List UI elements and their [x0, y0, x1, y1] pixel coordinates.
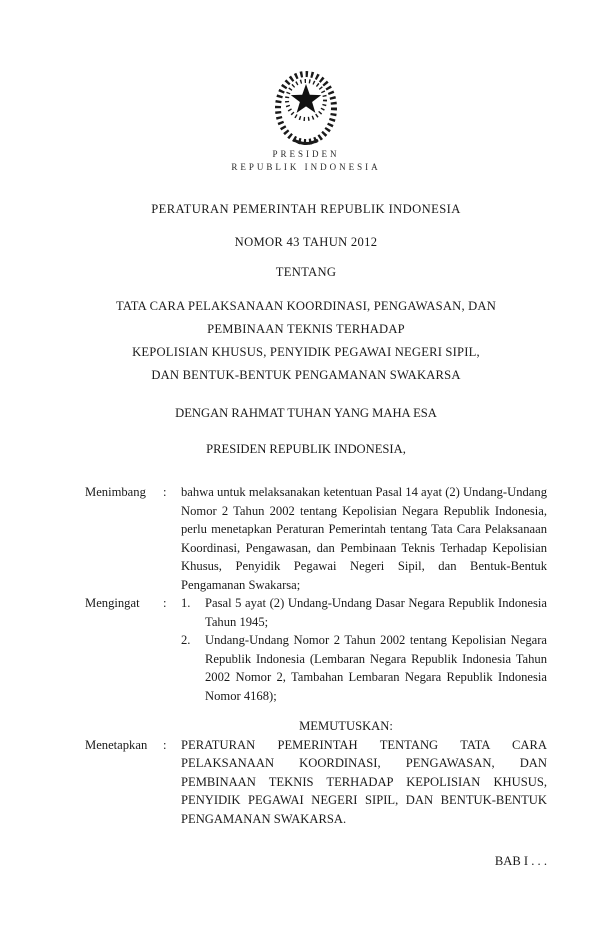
item-text: Undang-Undang Nomor 2 Tahun 2002 tentang Kepolisian Negara Republik Indonesia (Lembaran Negara Republik Indonesia Tahun 2002 Nomor 2, Tambahan Lembaran Negara Republik Indonesia Nomor 4168);	[205, 633, 547, 703]
mengingat-row	[85, 594, 547, 705]
menetapkan-text: PERATURAN PEMERINTAH TENTANG TATA CARA PELAKSANAAN KOORDINASI, PENGAWASAN, DAN PEMBINAAN TEKNIS TERHADAP KEPOLISIAN KHUSUS, PENYIDIK PEGAWAI NEGERI SIPIL, DAN BENTUK-BENTUK PENGAMANAN SWAKARSA.	[181, 737, 547, 826]
menetapkan-label: Menetapkan	[85, 737, 148, 752]
mengingat-item	[181, 594, 547, 631]
doc-subject-line: KEPOLISIAN KHUSUS, PENYIDIK PEGAWAI NEGERI SIPIL,	[132, 345, 480, 359]
item-text: Pasal 5 ayat (2) Undang-Undang Dasar Negara Republik Indonesia Tahun 1945;	[205, 596, 547, 629]
presidential-seal-emblem	[266, 62, 346, 146]
memutuskan-heading: MEMUTUSKAN:	[299, 719, 393, 733]
menimbang-text: bahwa untuk melaksanakan ketentuan Pasal 14 ayat (2) Undang-Undang Nomor 2 Tahun 2002 tentang Kepolisian Negara Republik Indonesia, perlu menetapkan Peraturan Pemerintah tentang Tata Cara Pelaksanaan Koordinasi, Pengawasan, dan Pembinaan Teknis Terhadap Kepolisian Khusus, Penyidik Pegawai Negeri Sipil, dan Bentuk-Bentuk Pengamanan Swakarsa;	[181, 485, 547, 592]
org-name-line1: PRESIDEN	[272, 149, 340, 159]
mengingat-label: Mengingat	[85, 596, 140, 610]
authority-line: PRESIDEN REPUBLIK INDONESIA,	[206, 442, 406, 456]
mengingat-item	[181, 631, 547, 705]
grace-line: DENGAN RAHMAT TUHAN YANG MAHA ESA	[175, 406, 437, 420]
org-name-line2: REPUBLIK INDONESIA	[231, 162, 381, 172]
menimbang-row	[85, 483, 547, 594]
doc-subject-line: TATA CARA PELAKSANAAN KOORDINASI, PENGAWASAN, DAN	[115, 299, 497, 313]
colon-separator: :	[163, 737, 167, 752]
doc-type-title: PERATURAN PEMERINTAH REPUBLIK INDONESIA	[151, 202, 461, 216]
mengingat-list	[181, 594, 547, 705]
tentang-label: TENTANG	[275, 265, 337, 279]
doc-subject	[0, 295, 612, 387]
item-number: 2.	[181, 633, 191, 647]
item-number: 1.	[181, 596, 191, 610]
document-body	[85, 483, 547, 828]
doc-subject-line: PEMBINAAN TEKNIS TERHADAP	[207, 322, 405, 336]
doc-subject-line: DAN BENTUK-BENTUK PENGAMANAN SWAKARSA	[151, 368, 461, 382]
document-title-block	[0, 202, 612, 457]
page-footer	[85, 854, 547, 869]
colon-separator: :	[163, 596, 167, 610]
colon-separator: :	[163, 485, 167, 499]
menimbang-label: Menimbang	[85, 485, 146, 499]
document-header	[0, 62, 612, 172]
menetapkan-row	[85, 736, 547, 829]
page-continuation-marker: BAB I . . .	[494, 854, 547, 868]
doc-number: NOMOR 43 TAHUN 2012	[234, 235, 378, 249]
